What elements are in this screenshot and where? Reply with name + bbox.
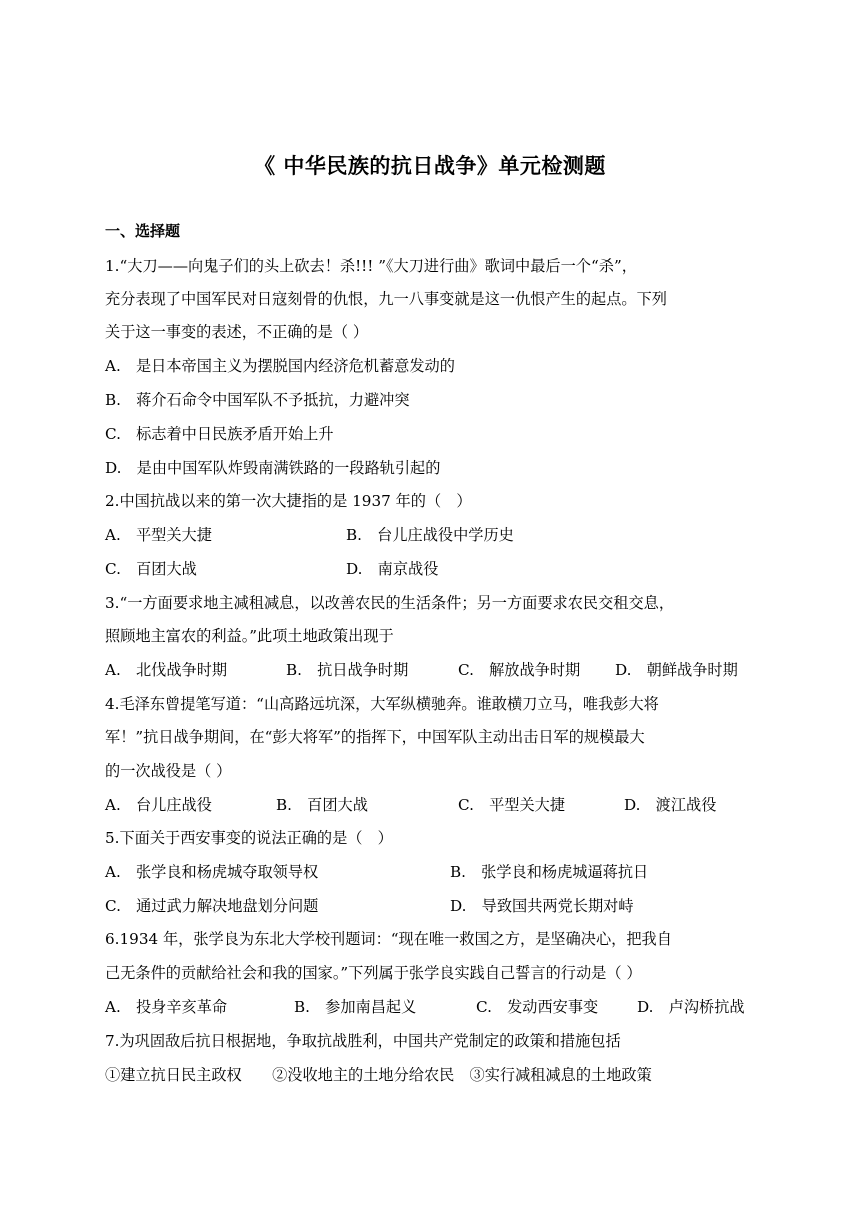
question-2-line-1: 2.中国抗战以来的第一次大捷指的是 1937 年的（ ）: [105, 492, 472, 510]
question-6-line-2: 己无条件的贡献给社会和我的国家。”下列属于张学良实践自己誓言的行动是（ ）: [105, 964, 642, 982]
question-3-option-c: C. 解放战争时期: [458, 661, 581, 679]
question-1-line-2: 充分表现了中国军民对日寇刻骨的仇恨，九一八事变就是这一仇恨产生的起点。下列: [105, 290, 667, 308]
question-6-option-a: A. 投身辛亥革命: [105, 998, 228, 1016]
question-2-option-b: B. 台儿庄战役中学历史: [346, 526, 514, 544]
question-4-line-2: 军！”抗日战争期间，在“彭大将军”的指挥下，中国军队主动出击日军的规模最大: [105, 728, 645, 746]
page-title: 《 中华民族的抗日战争》单元检测题: [254, 154, 606, 178]
question-5-option-b: B. 张学良和杨虎城逼蒋抗日: [450, 863, 649, 881]
question-1-line-1: 1.“大刀——向鬼子们的头上砍去！杀!!! ”《大刀进行曲》歌词中最后一个“杀”，: [105, 257, 637, 275]
question-7-line-1: 7.为巩固敌后抗日根据地，争取抗战胜利，中国共产党制定的政策和措施包括: [105, 1032, 621, 1050]
question-2-option-d: D. 南京战役: [346, 560, 439, 578]
question-2-option-a: A. 平型关大捷: [105, 526, 212, 544]
question-3-option-b: B. 抗日战争时期: [286, 661, 409, 679]
question-5-line-1: 5.下面关于西安事变的说法正确的是（ ）: [105, 829, 393, 847]
question-3-line-1: 3.“一方面要求地主减租减息，以改善农民的生活条件；另一方面要求农民交租交息，: [105, 594, 675, 612]
section-heading: 一、选择题: [105, 222, 181, 240]
question-1-option-b: B. 蒋介石命令中国军队不予抵抗，力避冲突: [105, 391, 410, 409]
question-4-option-d: D. 渡江战役: [624, 796, 717, 814]
question-4-line-3: 的一次战役是（ ）: [105, 762, 232, 780]
question-4-option-c: C. 平型关大捷: [458, 796, 566, 814]
question-1-line-3: 关于这一事变的表述，不正确的是（ ）: [105, 323, 369, 341]
question-6-option-d: D. 卢沟桥抗战: [637, 998, 745, 1016]
question-4-option-a: A. 台儿庄战役: [105, 796, 212, 814]
question-3-option-d: D. 朝鲜战争时期: [615, 661, 738, 679]
question-1-option-a: A. 是日本帝国主义为摆脱国内经济危机蓄意发动的: [105, 357, 455, 375]
question-3-line-2: 照顾地主富农的利益。”此项土地政策出现于: [105, 627, 394, 645]
question-6-option-c: C. 发动西安事变: [476, 998, 599, 1016]
question-3-option-a: A. 北伐战争时期: [105, 661, 228, 679]
question-2-option-c: C. 百团大战: [105, 560, 197, 578]
question-6-option-b: B. 参加南昌起义: [294, 998, 417, 1016]
question-4-line-1: 4.毛泽东曾提笔写道：“山高路远坑深，大军纵横驰奔。谁敢横刀立马，唯我彭大将: [105, 695, 659, 713]
question-5-option-a: A. 张学良和杨虎城夺取领导权: [105, 863, 319, 881]
question-5-option-c: C. 通过武力解决地盘划分问题: [105, 897, 319, 915]
question-1-option-c: C. 标志着中日民族矛盾开始上升: [105, 425, 334, 443]
question-1-option-d: D. 是由中国军队炸毁南满铁路的一段路轨引起的: [105, 459, 441, 477]
question-5-option-d: D. 导致国共两党长期对峙: [450, 897, 634, 915]
question-7-statements: ①建立抗日民主政权 ②没收地主的土地分给农民 ③实行减租减息的土地政策: [105, 1066, 652, 1084]
question-4-option-b: B. 百团大战: [276, 796, 368, 814]
question-6-line-1: 6.1934 年，张学良为东北大学校刊题词：“现在唯一救国之方，是坚确决心，把我自: [105, 930, 672, 948]
